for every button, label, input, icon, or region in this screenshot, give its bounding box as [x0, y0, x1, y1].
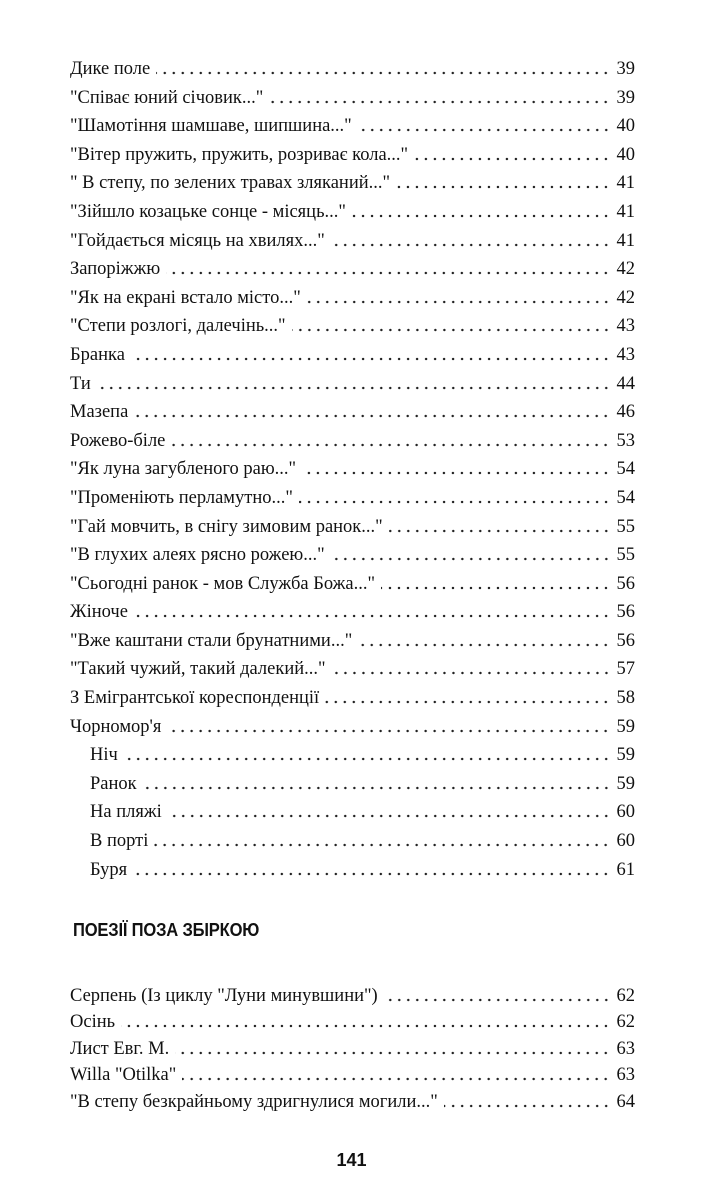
toc-entry	[70, 1009, 635, 1036]
toc-entry-title: "Вітер пружить, пружить, розриває кола..."	[70, 144, 409, 165]
toc-entry	[70, 55, 635, 84]
toc-entry-title: "В степу безкрайньому здригнулися могили..."	[70, 1091, 438, 1112]
toc-entry	[70, 627, 635, 656]
table-of-contents	[70, 55, 635, 884]
dot-leader	[384, 983, 611, 1002]
toc-entry-page: 59	[616, 773, 635, 794]
toc-entry-page: 41	[616, 201, 635, 222]
dot-leader	[292, 314, 611, 333]
toc-entry-page: 63	[616, 1038, 635, 1059]
toc-entry	[70, 141, 635, 170]
dot-leader	[134, 400, 610, 419]
dot-leader	[332, 657, 611, 676]
toc-entry-title: Willa "Otilka"	[70, 1065, 177, 1085]
toc-entry-page: 39	[616, 59, 635, 79]
toc-entry-title: Лист Евг. М.	[70, 1038, 170, 1059]
dot-leader	[414, 142, 610, 161]
toc-entry-title: Жіноче	[70, 602, 128, 623]
toc-entry-page: 63	[616, 1065, 635, 1085]
dot-leader	[396, 171, 610, 190]
toc-entry	[70, 655, 635, 684]
toc-subentry	[70, 770, 635, 799]
dot-leader	[302, 457, 610, 476]
toc-entry	[70, 198, 635, 227]
toc-entry	[70, 484, 635, 513]
toc-entry	[70, 284, 635, 313]
toc-entry-page: 54	[616, 459, 635, 480]
toc-entry	[70, 341, 635, 370]
toc-entry	[70, 84, 635, 113]
toc-entry-title: Буря	[90, 859, 128, 880]
toc-entry	[70, 1035, 635, 1062]
dot-leader	[381, 571, 610, 590]
toc-entry	[70, 112, 635, 141]
toc-entry-page: 41	[616, 173, 635, 194]
toc-entry-title: Ти	[70, 373, 91, 394]
toc-entry	[70, 713, 635, 742]
toc-entry	[70, 513, 635, 542]
dot-leader	[331, 543, 611, 562]
toc-entry-title: Серпень (Із циклу "Луни минувшини")	[70, 985, 378, 1006]
dot-leader	[131, 342, 611, 361]
toc-entry	[70, 1062, 635, 1089]
dot-leader	[168, 800, 611, 819]
toc-entry-page: 60	[616, 831, 635, 852]
toc-entry	[70, 255, 635, 284]
dot-leader	[175, 1036, 610, 1055]
toc-entry-title: "Співає юний січовик..."	[70, 87, 264, 108]
dot-leader	[269, 85, 610, 104]
toc-subentry	[70, 798, 635, 827]
dot-leader	[167, 714, 610, 733]
toc-entry	[70, 570, 635, 599]
toc-entry-title: Мазепа	[70, 402, 129, 423]
toc-entry-title: Ніч	[90, 745, 118, 766]
toc-entry-page: 43	[616, 344, 635, 365]
dot-leader	[358, 114, 611, 133]
toc-entry	[70, 541, 635, 570]
toc-entry	[70, 312, 635, 341]
toc-entry-page: 42	[616, 287, 635, 308]
toc-entry-title: "Шамотіння шамшаве, шипшина..."	[70, 116, 352, 137]
dot-leader	[331, 228, 611, 247]
toc-entry-title: З Емігрантської кореспонденції	[70, 688, 320, 709]
toc-entry-page: 40	[616, 144, 635, 165]
toc-entry-title: В порті	[90, 831, 149, 852]
dot-leader	[358, 628, 610, 647]
dot-leader	[182, 1063, 610, 1082]
toc-entry-title: "Такий чужий, такий далекий..."	[70, 659, 326, 680]
toc-entry-page: 60	[616, 802, 635, 823]
toc-entry-page: 62	[616, 1012, 635, 1032]
dot-leader	[121, 1010, 610, 1029]
toc-entry-title: "Як луна загубленого раю..."	[70, 459, 297, 480]
dot-leader	[389, 514, 611, 533]
toc-entry-title: "Як на екрані встало місто..."	[70, 287, 301, 308]
toc-entry-title: Осінь	[70, 1012, 116, 1032]
toc-entry-page: 58	[616, 688, 635, 709]
dot-leader	[154, 829, 610, 848]
toc-entry-title: "Степи розлогі, далечінь..."	[70, 316, 286, 337]
toc-entry-title: На пляжі	[90, 802, 162, 823]
toc-entry	[70, 982, 635, 1009]
toc-entry-page: 62	[616, 985, 635, 1006]
toc-entry-page: 46	[616, 402, 635, 423]
toc-entry	[70, 684, 635, 713]
toc-entry	[70, 1088, 635, 1115]
dot-leader	[134, 600, 611, 619]
toc-entry-title: Запоріжжю	[70, 259, 161, 280]
toc-entry-title: "Сьогодні ранок - мов Служба Божа..."	[70, 573, 376, 594]
section-heading: ПОЕЗІЇ ПОЗА ЗБІРКОЮ	[73, 920, 260, 940]
toc-entry	[70, 398, 635, 427]
toc-entry-page: 40	[616, 116, 635, 137]
toc-entry-page: 55	[616, 516, 635, 537]
toc-entry-page: 54	[616, 487, 635, 508]
toc-entry-title: Дике поле	[70, 59, 151, 79]
toc-entry	[70, 227, 635, 256]
toc-entry-page: 59	[616, 745, 635, 766]
toc-entry-title: " В степу, по зелених травах зляканий..."	[70, 173, 391, 194]
toc-entry-page: 43	[616, 316, 635, 337]
toc-entry-page: 39	[616, 87, 635, 108]
toc-entry-page: 59	[616, 716, 635, 737]
toc-entry-page: 41	[616, 230, 635, 251]
toc-entry-title: "Вже каштани стали брунатними..."	[70, 630, 353, 651]
toc-subentry	[70, 827, 635, 856]
toc-entry	[70, 427, 635, 456]
toc-entry-page: 56	[616, 573, 635, 594]
dot-leader	[325, 686, 610, 705]
toc-entry	[70, 169, 635, 198]
toc-entry-page: 57	[616, 659, 635, 680]
toc-subentry	[70, 741, 635, 770]
dot-leader	[166, 257, 610, 276]
toc-entry-page: 64	[616, 1091, 635, 1112]
toc-entry-title: Чорномор'я	[70, 716, 162, 737]
toc-entry-page: 44	[616, 373, 635, 394]
toc-entry-page: 55	[616, 545, 635, 566]
toc-entry-title: "Променіють перламутно..."	[70, 487, 293, 508]
toc-subentry	[70, 856, 635, 885]
page-number: 141	[336, 1150, 367, 1170]
toc-entry-title: Ранок	[90, 773, 137, 794]
toc-entry-title: "Гай мовчить, в снігу зимовим ранок..."	[70, 516, 383, 537]
toc-entry-page: 56	[616, 602, 635, 623]
dot-leader	[156, 57, 610, 76]
dot-leader	[299, 485, 611, 504]
toc-entry	[70, 370, 635, 399]
dot-leader	[124, 743, 611, 762]
dot-leader	[444, 1089, 611, 1108]
dot-leader	[97, 371, 611, 390]
toc-entry-page: 53	[616, 430, 635, 451]
dot-leader	[133, 857, 610, 876]
toc-entry-page: 42	[616, 259, 635, 280]
table-of-contents-extra	[70, 982, 635, 1115]
toc-entry-page: 56	[616, 630, 635, 651]
toc-entry-title: Рожево-біле	[70, 430, 166, 451]
toc-entry	[70, 455, 635, 484]
toc-entry-title: "В глухих алеях рясно рожею..."	[70, 545, 325, 566]
dot-leader	[143, 771, 611, 790]
toc-entry-title: "Гойдається місяць на хвилях..."	[70, 230, 325, 251]
toc-entry-page: 61	[616, 859, 635, 880]
toc-entry-title: "Зійшло козацьке сонце - місяць..."	[70, 201, 346, 222]
dot-leader	[352, 199, 611, 218]
dot-leader	[171, 428, 610, 447]
toc-entry	[70, 598, 635, 627]
toc-entry-title: Бранка	[70, 344, 125, 365]
dot-leader	[307, 285, 611, 304]
